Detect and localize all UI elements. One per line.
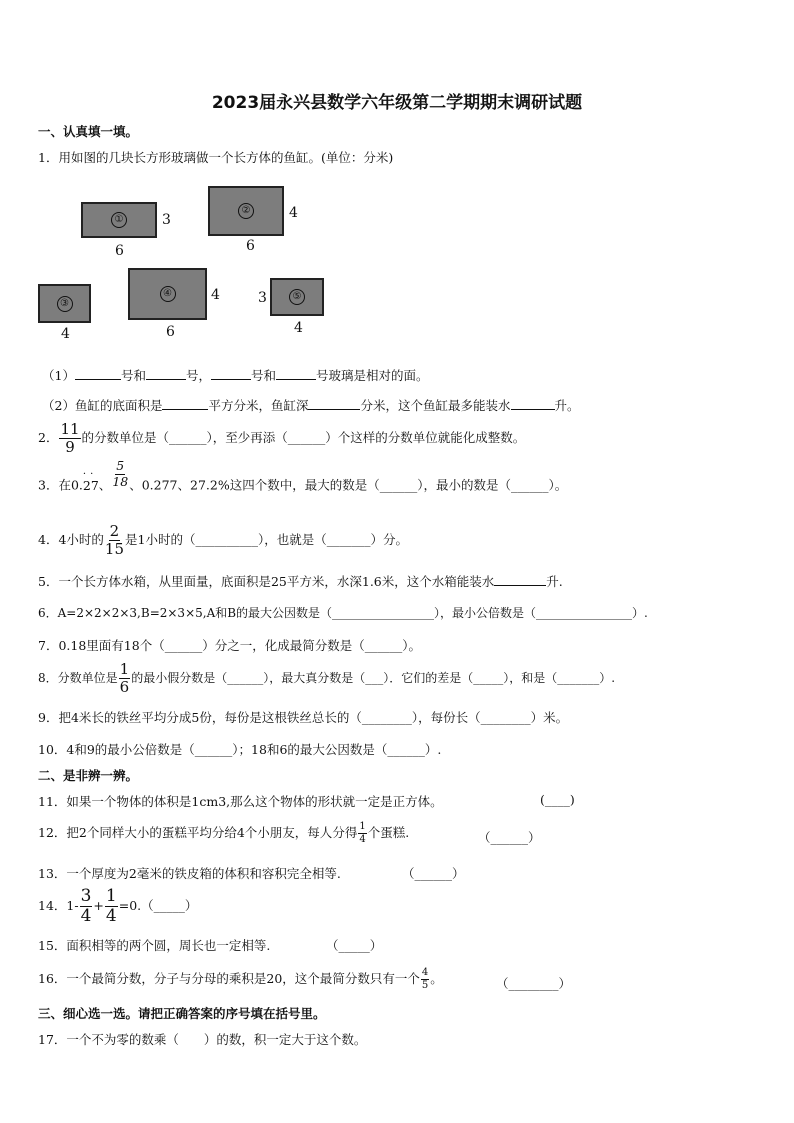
question-11: 11．如果一个物体的体积是1cm3,那么这个物体的形状就一定是正方体。 (38, 794, 443, 809)
answer-bracket: （______） (478, 830, 541, 845)
section-heading-3: 三、细心选一选。请把正确答案的序号填在括号里。 (38, 1006, 326, 1021)
section-heading-2: 二、是非辨一辨。 (38, 768, 139, 783)
dimension-label: 4 (294, 320, 303, 336)
fraction: $\frac{4}{5}$ (421, 967, 429, 991)
fraction: $\frac{1}{6}$ (119, 660, 130, 696)
piece-number: ① (111, 212, 127, 228)
question-13: 13．一个厚度为2毫米的铁皮箱的体积和容积完全相等. (38, 866, 341, 881)
question-12: 12．把2个同样大小的蛋糕平均分给4个小朋友，每人分得 $\frac{1}{4}$ 个蛋糕. (38, 821, 410, 845)
question-8: 8．分数单位是 $\frac{1}{6}$ 的最小假分数是（______），最大真分数是（___）．它们的差是（_____），和是（_______）. (38, 660, 616, 696)
answer-bracket: （_____） (326, 938, 383, 953)
fraction: $\frac{1}{4}$ (105, 886, 117, 926)
answer-bracket: (____) (540, 792, 575, 807)
repeating-decimal: ·· 27 (82, 468, 99, 493)
answer-bracket: （________） (496, 976, 572, 991)
question-4: 4．4小时的 $\frac{2}{15}$ 是1小时的（__________），也就是（_______）分。 (38, 522, 408, 558)
page-title: 2023届永兴县数学六年级第二学期期末调研试题 (211, 93, 583, 113)
question-7: 7．0.18里面有18个（______）分之一，化成最简分数是（______）。 (38, 638, 421, 653)
glass-piece-2 (208, 186, 284, 236)
piece-number: ⑤ (289, 289, 305, 305)
question-14: 14．1- $\frac{3}{4}$ + $\frac{1}{4}$ =0.（_____） (38, 886, 198, 926)
dimension-label: 4 (289, 205, 298, 221)
glass-piece-5 (270, 278, 324, 316)
piece-number: ② (238, 203, 254, 219)
fraction: $\frac{5}{18}$ (112, 458, 129, 489)
question-5: 5．一个长方体水箱，从里面量，底面积是25平方米，水深1.6米，这个水箱能装水 升. (38, 574, 563, 589)
dimension-label: 6 (166, 324, 175, 340)
answer-bracket: （______） (402, 866, 465, 881)
question-3: 3．在0. ·· 27、 $\frac{5}{18}$ 、0.277、27.2%这四个数中，最大的数是（______），最小的数是（______）。 (38, 458, 568, 493)
dimension-label: 6 (246, 238, 255, 254)
question-1-part-1: （1） 号和 号， 号和 号玻璃是相对的面。 (42, 368, 429, 383)
piece-number: ④ (160, 286, 176, 302)
dimension-label: 3 (162, 212, 171, 228)
question-10: 10．4和9的最小公倍数是（______）；18和6的最大公因数是（______）. (38, 742, 442, 757)
question-1: 1．用如图的几块长方形玻璃做一个长方体的鱼缸。(单位：分米) (38, 150, 394, 165)
section-heading-1: 一、认真填一填。 (38, 124, 139, 139)
fraction: $\frac{11}{9}$ (60, 420, 80, 456)
dimension-label: 4 (211, 287, 220, 303)
question-17: 17．一个不为零的数乘（ ）的数，积一定大于这个数。 (38, 1032, 367, 1047)
fraction: $\frac{2}{15}$ (104, 522, 124, 558)
question-6: 6．A=2×2×2×3,B=2×3×5,A和B的最大公因数是（_________________），最小公倍数是（________________）. (38, 606, 648, 620)
dimension-label: 6 (115, 243, 124, 259)
question-1-part-2: （2）鱼缸的底面积是 平方分米，鱼缸深 分米，这个鱼缸最多能装水 升。 (42, 398, 580, 413)
fraction: $\frac{3}{4}$ (80, 886, 92, 926)
question-15: 15．面积相等的两个圆，周长也一定相等. (38, 938, 271, 953)
question-16: 16．一个最简分数，分子与分母的乘积是20，这个最简分数只有一个 $\frac{4}{5}$ 。 (38, 967, 443, 991)
dimension-label: 4 (61, 326, 70, 342)
fraction: $\frac{1}{4}$ (359, 821, 366, 845)
glass-piece-1 (81, 202, 157, 238)
dimension-label: 3 (258, 290, 267, 306)
question-2: 2． $\frac{11}{9}$ 的分数单位是（______），至少再添（______）个这样的分数单位就能化成整数。 (38, 420, 526, 456)
question-9: 9．把4米长的铁丝平均分成5份，每份是这根铁丝总长的（________），每份长（________）米。 (38, 710, 569, 725)
glass-piece-4 (128, 268, 207, 320)
glass-piece-3 (38, 284, 91, 323)
piece-number: ③ (57, 296, 73, 312)
